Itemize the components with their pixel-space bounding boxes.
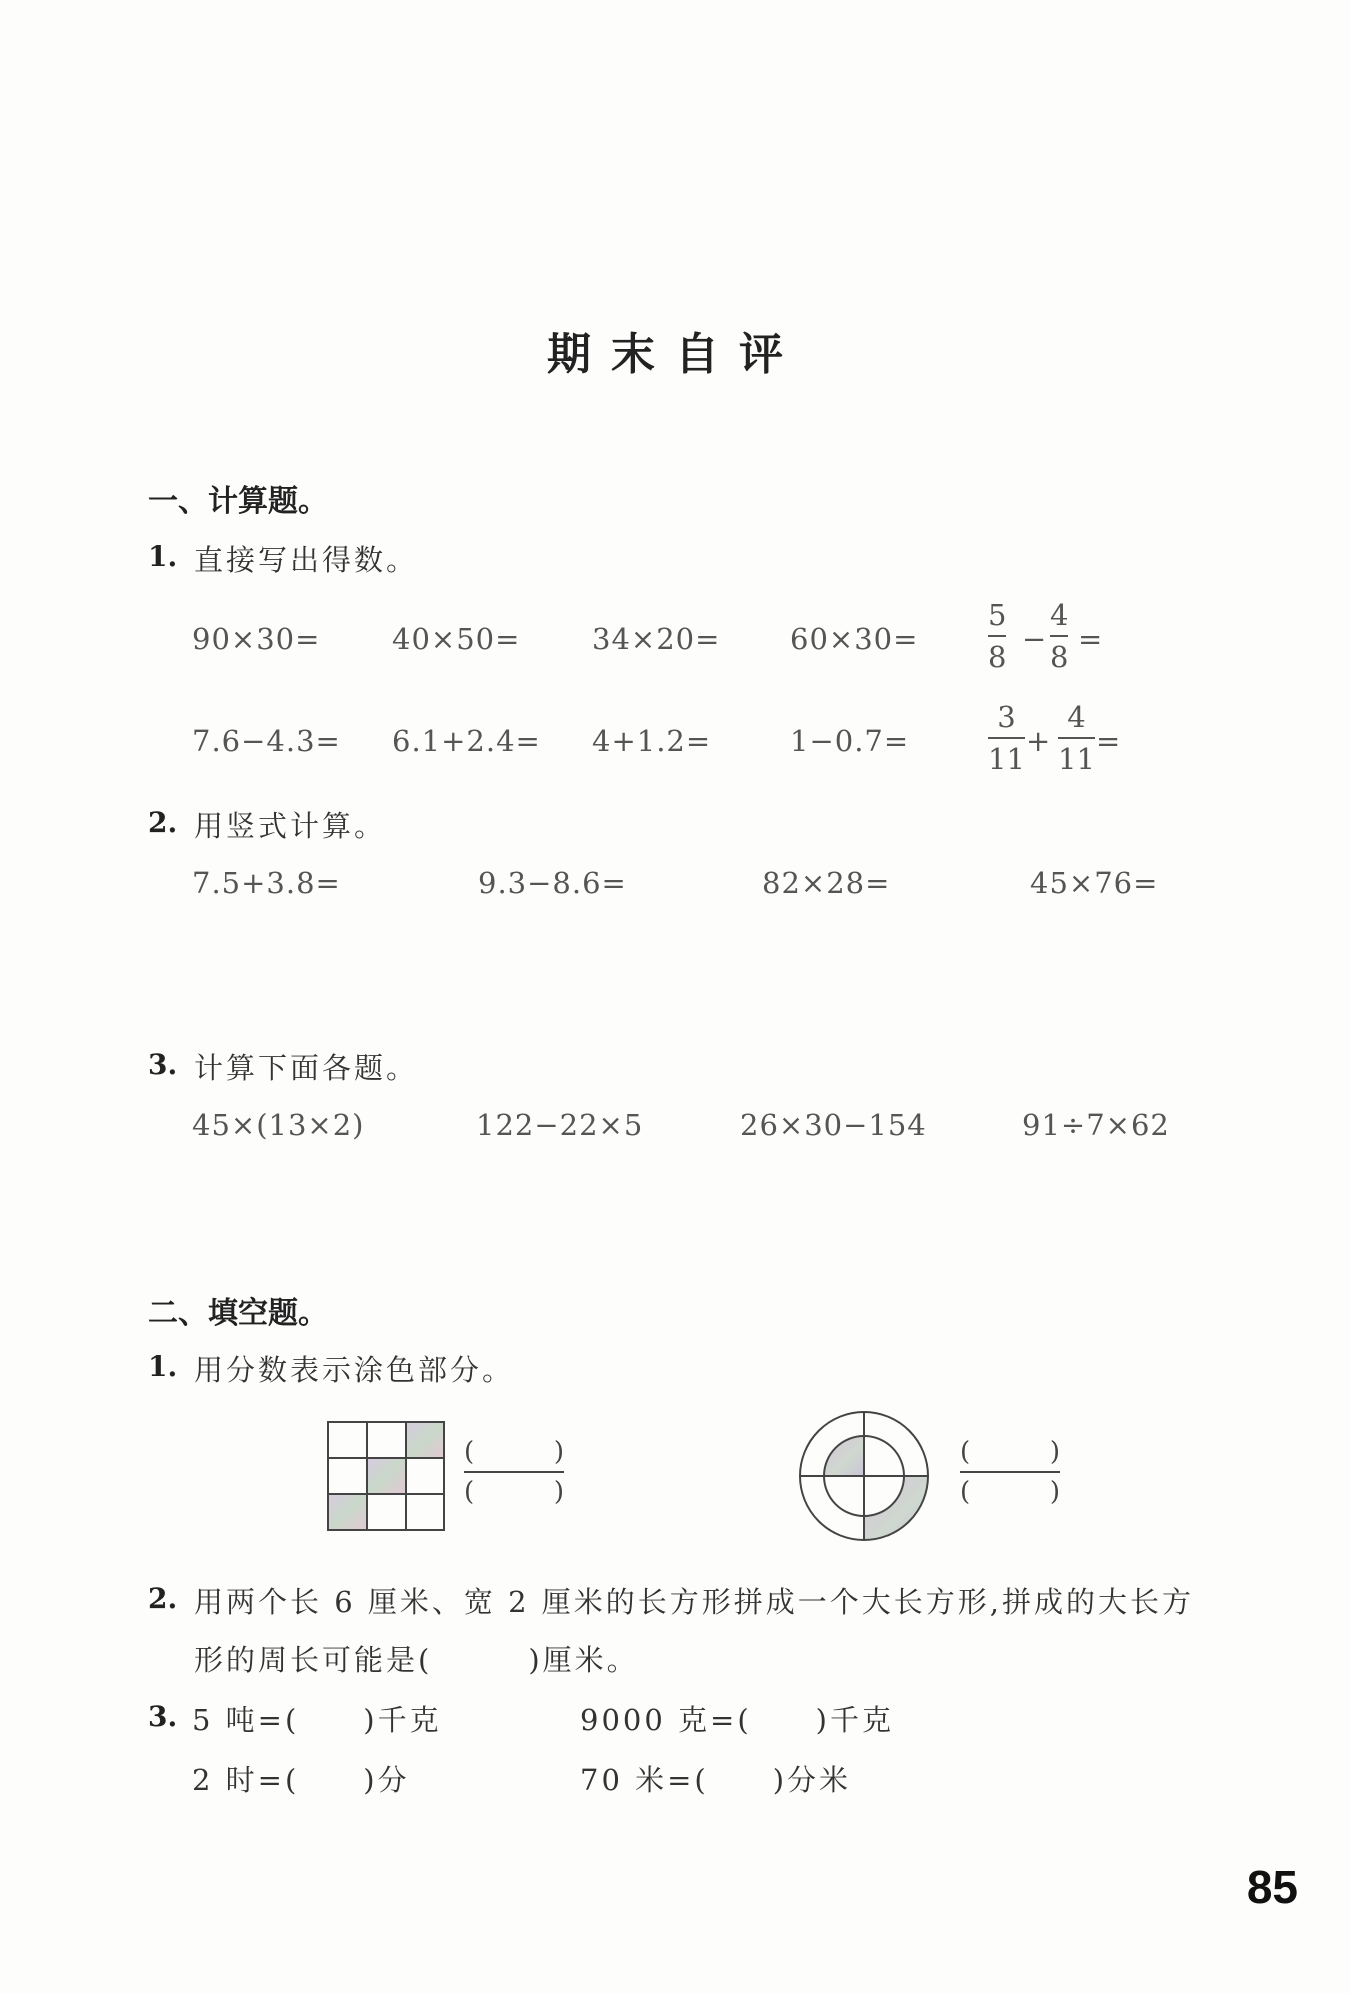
denominator: 8 [988, 640, 1007, 674]
vertical-calc-expr: 7.5+3.8= [192, 866, 341, 900]
oral-expr: 1−0.7= [790, 724, 910, 758]
page-title: 期末自评 [547, 329, 803, 380]
numerator: 4 [1067, 700, 1086, 734]
vertical-calc-expr: 9.3−8.6= [478, 866, 627, 900]
s1-q2-text: 用竖式计算。 [194, 809, 387, 843]
fraction-5-8 [988, 598, 1006, 674]
s1-q3-text: 计算下面各题。 [194, 1051, 419, 1085]
minus-sign: − [1022, 622, 1048, 656]
answer-fraction-ring[interactable] [960, 1436, 1060, 1508]
denominator-blank[interactable]: ( ) [464, 1477, 564, 1507]
fraction-3-11 [988, 700, 1025, 776]
mixed-calc-expr: 45×(13×2) [192, 1108, 365, 1142]
s1-q1-text: 直接写出得数。 [194, 543, 419, 577]
section-1-heading: 一、计算题。 [148, 484, 328, 519]
s2-q2-line2[interactable]: 形的周长可能是( )厘米。 [194, 1643, 639, 1677]
s2-q2-line1: 用两个长 6 厘米、宽 2 厘米的长方形拼成一个大长方形,拼成的大长方 [194, 1585, 1194, 1619]
unit-conversion[interactable]: 9000 克=( )千克 [580, 1703, 894, 1737]
mixed-calc-expr: 91÷7×62 [1022, 1108, 1170, 1142]
mixed-calc-expr: 122−22×5 [476, 1108, 644, 1142]
s2-q1-number: 1. [148, 1350, 178, 1383]
numerator: 3 [997, 700, 1016, 734]
s1-q3-number: 3. [148, 1048, 178, 1081]
denominator: 8 [1050, 640, 1069, 674]
oral-expr: 90×30= [192, 622, 321, 656]
oral-expr: 7.6−4.3= [192, 724, 341, 758]
oral-expr: 6.1+2.4= [392, 724, 541, 758]
denominator-blank[interactable]: ( ) [960, 1477, 1060, 1507]
plus-sign: + [1026, 724, 1052, 758]
s1-q1-number: 1. [148, 540, 178, 573]
oral-expr: 60×30= [790, 622, 919, 656]
denominator: 11 [988, 742, 1025, 776]
equals-sign: = [1078, 622, 1104, 656]
denominator: 11 [1058, 742, 1095, 776]
unit-conversion[interactable]: 2 时=( )分 [192, 1763, 410, 1797]
fraction-4-11 [1058, 700, 1095, 776]
unit-conversion[interactable]: 70 米=( )分米 [580, 1763, 852, 1797]
s1-q2-number: 2. [148, 806, 178, 839]
vertical-calc-expr: 45×76= [1030, 866, 1159, 900]
equals-sign: = [1096, 724, 1122, 758]
shaded-ring-figure [796, 1408, 932, 1544]
answer-fraction-grid[interactable] [464, 1436, 564, 1508]
mixed-calc-expr: 26×30−154 [740, 1108, 927, 1142]
s2-q2-number: 2. [148, 1582, 178, 1615]
unit-conversion[interactable]: 5 吨=( )千克 [192, 1703, 442, 1737]
numerator: 4 [1050, 598, 1069, 632]
shaded-grid-figure [326, 1420, 446, 1532]
numerator-blank[interactable]: ( ) [464, 1437, 564, 1467]
oral-expr: 4+1.2= [592, 724, 712, 758]
oral-expr: 34×20= [592, 622, 721, 656]
section-2-heading: 二、填空题。 [148, 1296, 328, 1331]
s2-q3-number: 3. [148, 1700, 178, 1733]
oral-expr: 40×50= [392, 622, 521, 656]
numerator-blank[interactable]: ( ) [960, 1437, 1060, 1467]
numerator: 5 [988, 598, 1007, 632]
fraction-4-8 [1050, 598, 1068, 674]
vertical-calc-expr: 82×28= [762, 866, 891, 900]
page-number: 85 [1246, 1861, 1298, 1913]
s2-q1-text: 用分数表示涂色部分。 [194, 1353, 515, 1387]
